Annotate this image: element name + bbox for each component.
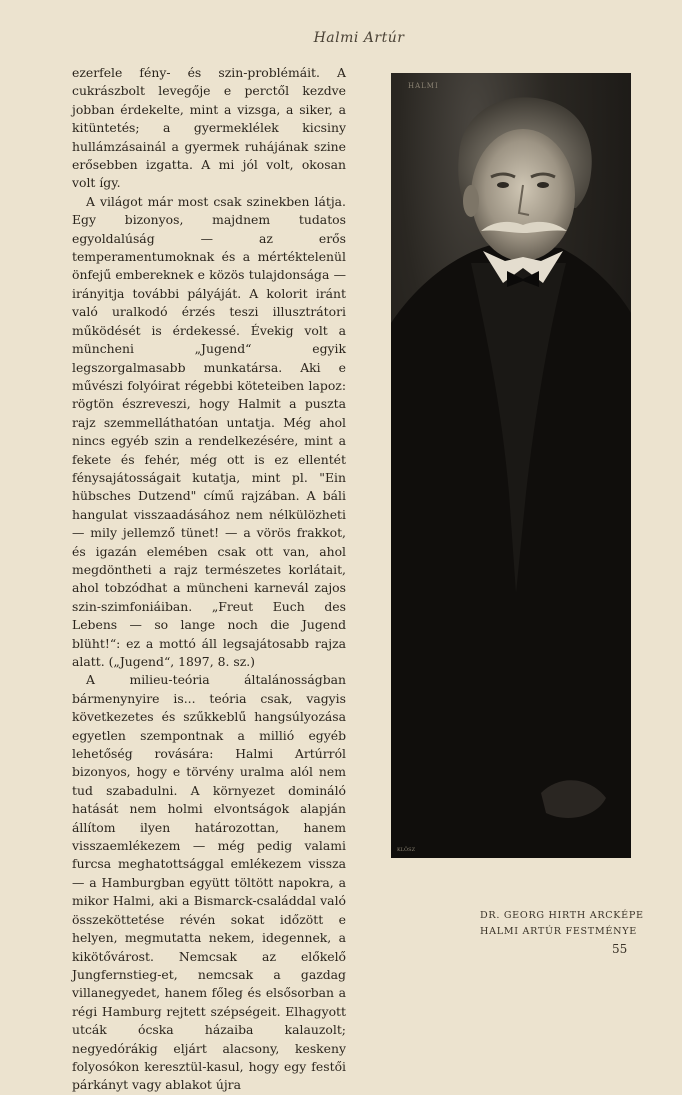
paragraph-2: A világot már most csak szinekben látja. Egy bizonyos, majdnem tudatos egyoldalúság — az erős temperamentumoknak és a mértéktelenül önfejű embereknek e közös tulajdonsága — irányitja további pályáját. A kolorit iránt való uralkodó érzés teszi illusztrátori működését is érdekessé. Évekig volt a müncheni „Jugend“ egyik legszorgalmasabb munkatársa. Aki e művészi folyóirat régebbi köteteiben lapoz: rögtön észreveszi, hogy Halmit a puszta rajz szemmelláthatóan untatja. Még ahol nincs egyéb szin a rendelkezésére, mint a fekete és fehér, még ott is ez ellentét fénysajátosságait kutatja, mint pl. "Ein hübsches Dutzend" című rajzában. A báli hangulat visszaadásához nem nélkülözheti — mily jellemző tünet! — a vörös frakkot, és igazán elemében csak ott van, ahol megdöntheti a rajz természetes korlátait, ahol tobzódhat a müncheni karnevál zajos szin-szimfoniáiban. „Freut Euch des Lebens — so lange noch die Jugend blüht!“: ez a mottó áll legsajátosabb rajza alatt. („Jugend“, 1897, 8. sz.) bbox=[72, 193, 346, 669]
portrait-illustration bbox=[391, 73, 631, 858]
article-body bbox=[72, 64, 346, 1095]
paragraph-3: A milieu-teória általánosságban bármenynyire is... teória csak, vagyis következetes és szűkkeblű hangsúlyozása egyetlen szempontnak a millió egyéb lehetőség rovására: Halmi Artúrról bizonyos, hogy e törvény uralma alól nem tud szabadulni. A környezet domináló hatását nem holmi elvontságok alapján állítom ilyen határozottan, hanem visszaemlékezem — még pedig valami furcsa meghatottsággal emlékezem vissza — a Hamburgban együtt töltött napokra, a mikor Halmi, aki a Bismarck-családdal való összeköttetése révén sokat időzött e helyen, megmutatta nekem, idegennek, a kikötővárost. Nemcsak az előkelő Jungfernstieg-et, nemcsak a gazdag villanegyedet, hanem főleg és elsősorban a régi Hamburg rejtett szépségeit. Elhagyott utcák ócska házaiba kalauzolt; negyedórákig eljárt alacsony, keskeny folyosókon keresztül-kasul, hogy egy festői párkányt vagy ablakot újra bbox=[72, 672, 346, 1093]
running-header bbox=[0, 30, 682, 46]
page-number: 55 bbox=[612, 942, 628, 956]
printer-mark: KLÖSZ bbox=[397, 847, 416, 853]
paragraph-1: ezerfele fény- és szin-problémáit. A cukrászbolt levegője e perctől kezdve jobban érdekelte, mint a vizsga, a siker, a kitüntetés; a gyermeklélek kicsiny hullámzásainál a gyermek ruhájának szine erősebben izgatta. A mi jól volt, okosan volt így. bbox=[72, 65, 346, 191]
caption-line-2: HALMI ARTÚR FESTMÉNYE bbox=[480, 926, 637, 937]
painter-signature: HALMI bbox=[408, 82, 439, 90]
running-title: Halmi Artúr bbox=[313, 30, 405, 46]
caption-line-1: DR. GEORG HIRTH ARCKÉPE bbox=[480, 910, 644, 921]
portrait-painting bbox=[391, 73, 631, 858]
portrait-caption bbox=[480, 908, 670, 940]
